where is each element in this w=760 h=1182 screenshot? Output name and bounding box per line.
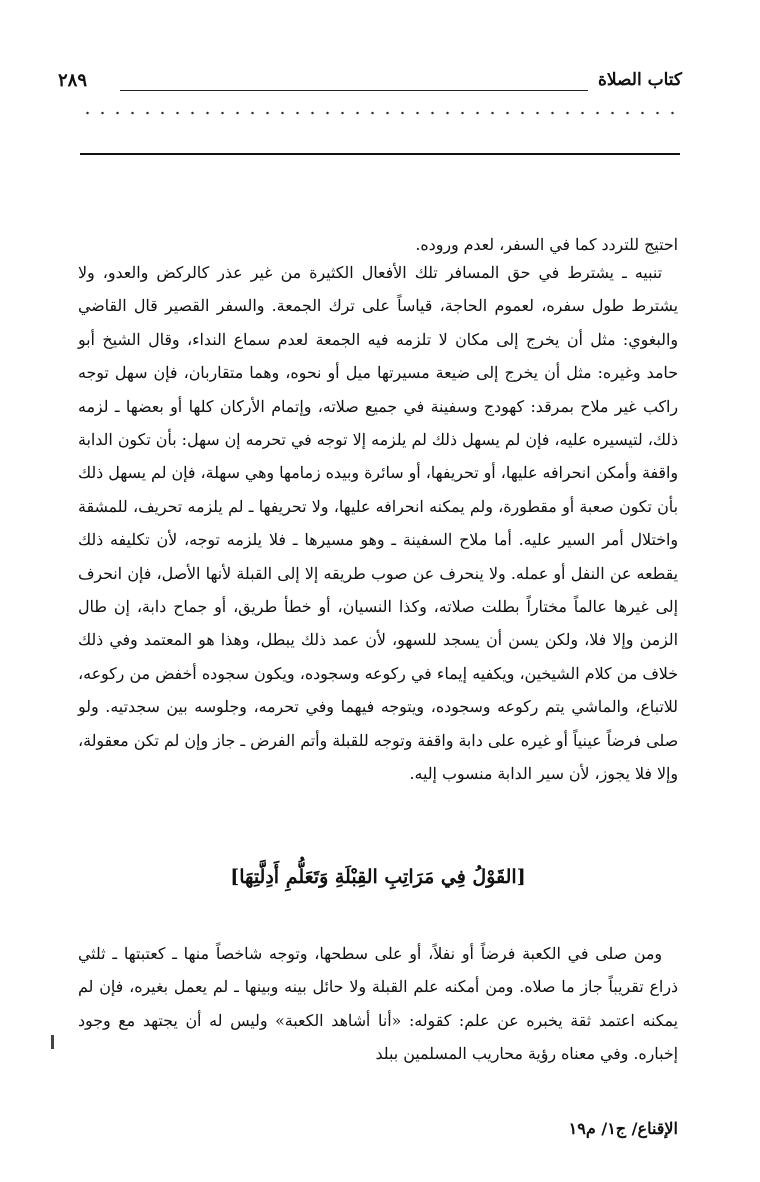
dotted-separator — [80, 110, 680, 116]
signature-mark: الإقناع/ ج١/ م١٩ — [568, 1119, 678, 1138]
running-header-book-title: كتاب الصلاة — [597, 70, 682, 90]
section-heading: [القَوْلُ فِي مَرَاتِبِ القِبْلَةِ وَتَعَلُّمِ أَدِلَّتِهَا] — [230, 866, 526, 888]
header-rule — [120, 90, 588, 91]
paragraph-3-text: ومن صلى في الكعبة فرضاً أو نفلاً، أو على سطحها، وتوجه شاخصاً منها ـ كعتبتها ـ ثلثي ذراع تقريباً جاز ما صلاه. ومن أمكنه علم القبلة ولا حائل بينه وبينها ـ لم يعمل بغيره، فإن لم يمكنه اعتمد ثقة يخبره عن علم: كقوله: «أنا أشاهد الكعبة» وليس له أن يجتهد مع وجود إخباره. وفي معناه رؤية محاريب المسلمين ببلد — [78, 944, 678, 1064]
page-number: ٢٨٩ — [58, 70, 88, 91]
margin-mark — [51, 1035, 54, 1049]
paragraph-note — [78, 256, 678, 791]
paragraph-2-text: تنبيه ـ يشترط في حق المسافر تلك الأفعال الكثيرة من غير عذر كالركض والعدو، ولا يشترط طول سفره، لعموم الحاجة، قياساً على ترك الجمعة. والسفر القصير قال القاضي والبغوي: مثل أن يخرج إلى مكان لا تلزمه فيه الجمعة لعدم سماع النداء، وقال الشيخ أبو حامد وغيره: مثل أن يخرج إلى ضيعة مسيرتها ميل أو نحوه، وهما متقاربان، فإن سهل توجه راكب غير ملاح بمرقد: كهودج وسفينة في جميع صلاته، وإتمام الأركان كلها أو بعضها ـ لزمه ذلك، لتيسيره عليه، فإن لم يسهل ذلك لم يلزمه إلا توجه في تحرمه إن سهل: بأن تكون الدابة واقفة وأمكن انحرافه عليها، أو تحريفها، أو سائرة وبيده زمامها وهي سهلة، فإن لم يسهل ذلك بأن تكون صعبة أو مقطورة، ولم يمكنه انحرافه عليها، ولا تحريفها ـ لم يلزمه تحريف، للمشقة واختلال أمر السير عليه. أما ملاح السفينة ـ وهو مسيرها ـ فلا يلزمه توجه، لأن تكليفه ذلك يقطعه عن النفل أو عمله. ولا ينحرف عن صوب طريقه إلا إلى القبلة لأنها الأصل، فإن انحرف إلى غيرها عالماً مختاراً بطلت صلاته، وكذا النسيان، أو خطأ طريق، أو جماح دابة، إن طال الزمن وإلا فلا، ولكن يسن أن يسجد للسهو، لأن عمد ذلك يبطل، وهذا هو المعتمد وفي ذلك خلاف من كلام الشيخين، ويكفيه إيماء في ركوعه وسجوده، ويكون سجوده أخفض من ركوعه، للاتباع، والماشي يتم ركوعه وسجوده، ويتوجه فيهما وفي تحرمه، وجلوسه بين سجدتيه. ولو صلى فرضاً عينياً أو غيره على دابة واقفة وتوجه للقبلة وأتم الفرض ـ جاز وإن لم تكن معقولة، وإلا فلا يجوز، لأن سير الدابة منسوب إليه. — [78, 263, 678, 784]
paragraph-section — [78, 937, 678, 1071]
paragraph-1-text: احتيج للتردد كما في السفر، لعدم وروده. — [415, 235, 678, 254]
solid-separator — [80, 153, 680, 155]
